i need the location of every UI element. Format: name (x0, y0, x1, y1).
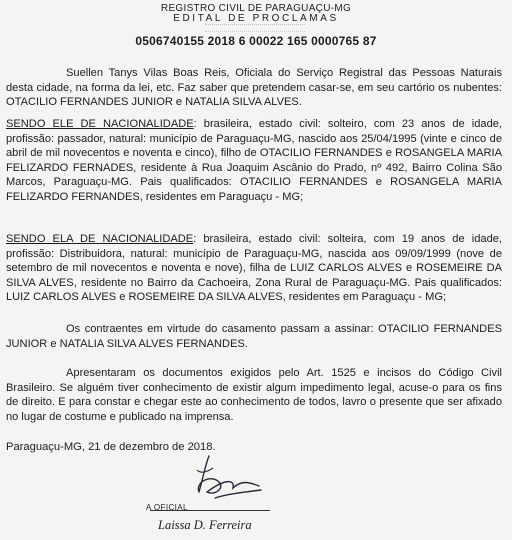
intro-text: Suellen Tanys Vilas Boas Reis, Oficiala do Serviço Registral das Pessoas Naturais desta cidade, na forma da lei, etc. Faz saber que pretendem casar-se, em seu cartório os nubentes: OTACILIO FERNANDES JUNIOR e NATALIA SILVA ALVES. (6, 67, 502, 109)
intro-paragraph (6, 66, 502, 110)
groom-heading: SENDO ELE DE NACIONALIDADE (6, 118, 194, 130)
handwritten-signature (175, 452, 265, 502)
document-code: 0506740155 2018 6 00022 165 0000765 87 (135, 34, 377, 48)
groom-paragraph (6, 117, 502, 205)
groom-text: : brasileira, estado civil: solteiro, com 23 anos de idade, profissão: passador, natural: município de Paraguaçu-MG, nascido aos 25/04/1995 (vinte e cinco de abril de mil novecentos e noventa e cinco), filho de OTACILIO FERNANDES e ROSANGELA MARIA FELIZARDO FERNADES, residente à Rua Joaquim Ascânio do Prado, nº 492, Bairro Colina São Marcos, Paraguaçu-MG. Pais qualificados: OTACILIO FERNANDES e ROSANGELA MARIA FELIZARDO FERNANDES, residentes em Paraguaçu - MG; (6, 118, 502, 203)
edital-title: EDITAL DE PROCLAMAS (173, 13, 339, 24)
bride-heading: SENDO ELA DE NACIONALIDADE (6, 233, 194, 245)
registry-title: REGISTRO CIVIL DE PARAGUAÇU-MG (160, 3, 352, 14)
oficial-label: A OFICIAL (146, 503, 188, 512)
faded-line (205, 24, 305, 32)
bride-paragraph (6, 232, 502, 305)
contractors-text: Os contraentes em virtude do casamento passam a assinar: OTACILIO FERNANDES JUNIOR e NATALIA SILVA ALVES FERNANDES. (6, 323, 502, 350)
contractors-paragraph (6, 322, 502, 351)
closing-paragraph (6, 366, 502, 424)
stamp-name: Laissa D. Ferreira (158, 518, 252, 532)
place-date: Paraguaçu-MG, 21 de dezembro de 2018. (6, 441, 216, 453)
closing-text: Apresentaram os documentos exigidos pelo Art. 1525 e incisos do Código Civil Brasileiro. Se alguém tiver conhecimento de existir algum impedimento legal, acuse-o para os fins de direito. E para constar e chegar este ao conhecimento de todos, lavro o presente que ser afixado no lugar de costume e publicado na imprensa. (6, 367, 502, 423)
signature-line (150, 510, 270, 511)
bride-text: : brasileira, estado civil: solteira, com 19 anos de idade, profissão: Distribuidora, natural: município de Paraguaçu-MG, nascida aos 09/09/1999 (nove de setembro de mil novecentos e noventa e nove), filha de LUIZ CARLOS ALVES e ROSEMEIRE DA SILVA ALVES, residente no Bairro da Cachoeira, Zona Rural de Paraguaçu-MG. Pais qualificados: LUIZ CARLOS ALVES e ROSEMEIRE DA SILVA ALVES, residentes em Paraguaçu - MG; (6, 233, 502, 304)
